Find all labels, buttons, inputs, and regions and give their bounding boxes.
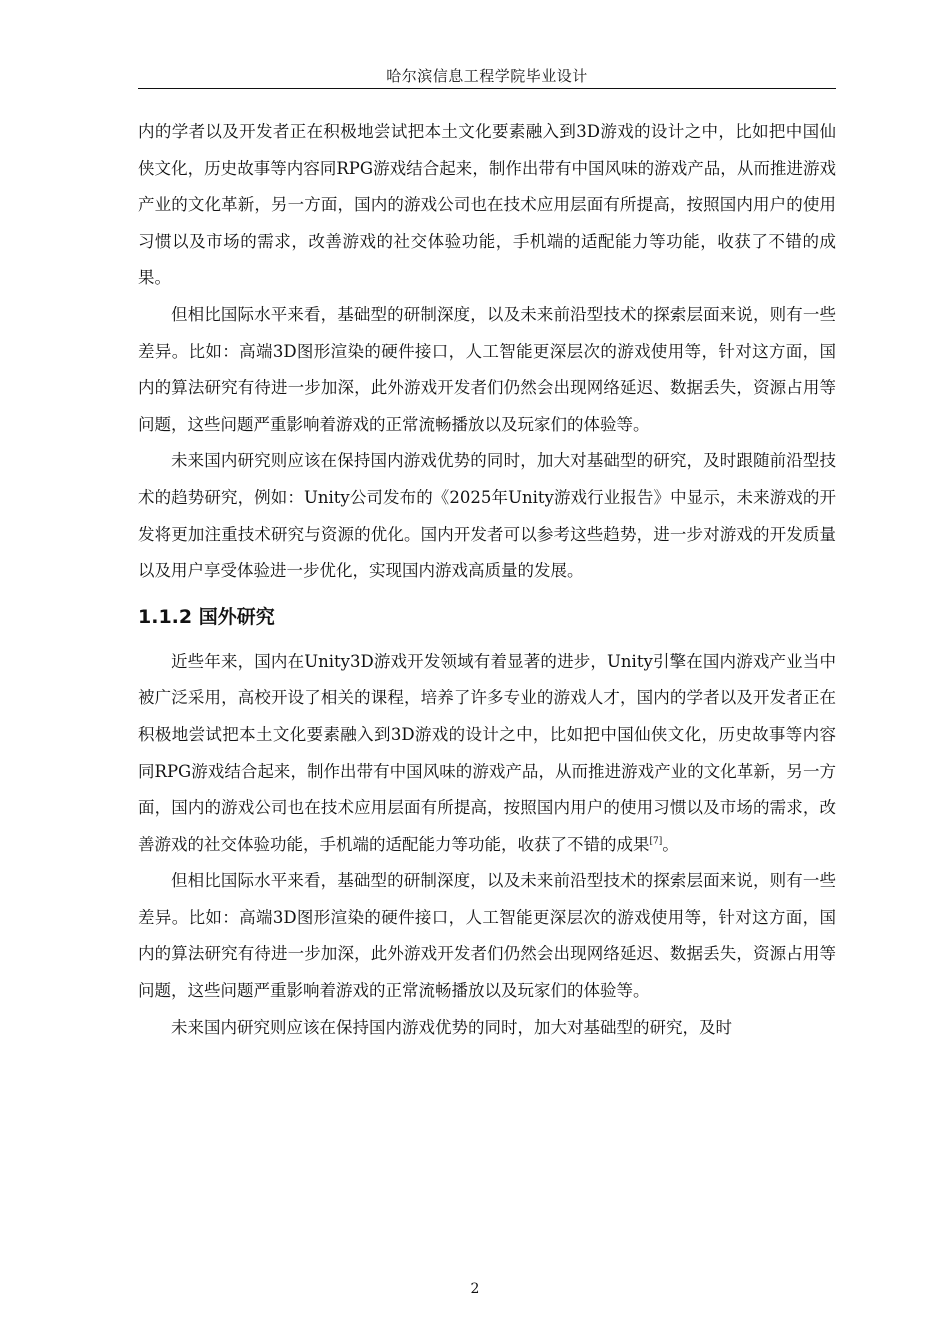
page-number: 2	[470, 1281, 480, 1297]
paragraph-3: 未来国内研究则应该在保持国内游戏优势的同时，加大对基础型的研究，及时跟随前沿型技术的趋势研究，例如：Unity公司发布的《2025年Unity游戏行业报告》中显示，未来游戏的开发将更加注重技术研究与资源的优化。国内开发者可以参考这些趋势，进一步对游戏的开发质量以及用户享受体验进一步优化，实现国内游戏高质量的发展。	[138, 451, 836, 581]
paragraph-6: 未来国内研究则应该在保持国内游戏优势的同时，加大对基础型的研究，及时	[171, 1017, 732, 1037]
header-divider	[138, 88, 836, 89]
paragraph-4	[138, 644, 836, 864]
paragraph-4-end: 。	[662, 834, 679, 854]
paragraph-4-text: 近些年来，国内在Unity3D游戏开发领域有着显著的进步，Unity引擎在国内游戏产业当中被广泛采用，高校开设了相关的课程，培养了许多专业的游戏人才，国内的学者以及开发者正在积极地尝试把本土文化要素融入到3D游戏的设计之中，比如把中国仙侠文化，历史故事等内容同RPG游戏结合起来，制作出带有中国风味的游戏产品，从而推进游戏产业的文化革新，另一方面，国内的游戏公司也在技术应用层面有所提高，按照国内用户的使用习惯以及市场的需求，改善游戏的社交体验功能，手机端的适配能力等功能，收获了不错的成果	[138, 651, 836, 854]
paragraph-1: 内的学者以及开发者正在积极地尝试把本土文化要素融入到3D游戏的设计之中，比如把中国仙侠文化，历史故事等内容同RPG游戏结合起来，制作出带有中国风味的游戏产品，从而推进游戏产业的文化革新，另一方面，国内的游戏公司也在技术应用层面有所提高，按照国内用户的使用习惯以及市场的需求，改善游戏的社交体验功能，手机端的适配能力等功能，收获了不错的成果。	[138, 122, 836, 288]
citation-marker[interactable]: [7]	[649, 836, 663, 847]
paragraph-2: 但相比国际水平来看，基础型的研制深度，以及未来前沿型技术的探索层面来说，则有一些差异。比如：高端3D图形渲染的硬件接口，人工智能更深层次的游戏使用等，针对这方面，国内的算法研究有待进一步加深，此外游戏开发者们仍然会出现网络延迟、数据丢失，资源占用等问题，这些问题严重影响着游戏的正常流畅播放以及玩家们的体验等。	[138, 304, 836, 434]
page-body	[138, 114, 836, 1046]
page-header: 哈尔滨信息工程学院毕业设计	[386, 67, 588, 85]
section-heading: 1.1.2 国外研究	[138, 605, 275, 628]
paragraph-5: 但相比国际水平来看，基础型的研制深度，以及未来前沿型技术的探索层面来说，则有一些差异。比如：高端3D图形渲染的硬件接口，人工智能更深层次的游戏使用等，针对这方面，国内的算法研究有待进一步加深，此外游戏开发者们仍然会出现网络延迟、数据丢失，资源占用等问题，这些问题严重影响着游戏的正常流畅播放以及玩家们的体验等。	[138, 871, 836, 1001]
